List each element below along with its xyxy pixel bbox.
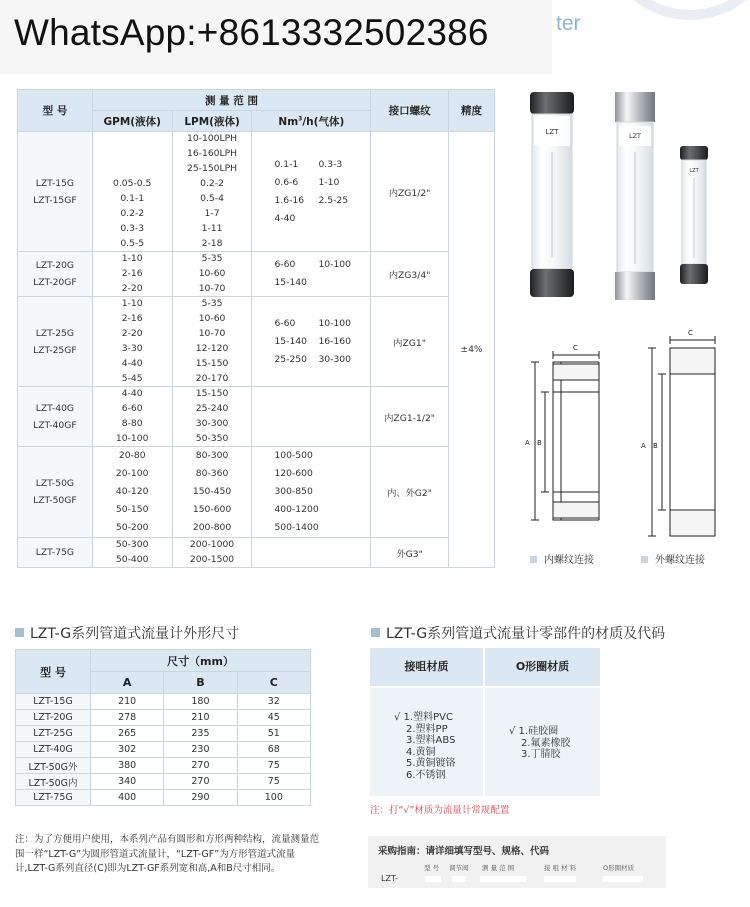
dimension-model-cell: LZT-50G外 [16,758,91,774]
model-name: LZT-75G [35,547,75,558]
dimension-value-cell: 32 [237,694,310,710]
gpm-cell: 0.3-3 [92,222,172,237]
dimension-model-cell: LZT-15G [16,694,91,710]
gas-range-line [274,192,370,210]
dimension-row [16,694,311,710]
oring-material-item: 2.氟素橡胶 [521,737,571,749]
lpm-cell: 10-60 [172,312,252,327]
dimension-table [15,649,311,806]
watermark-text: WhatsApp:+8613332502386 [14,12,489,53]
gpm-cell: 2-20 [92,327,172,342]
guide-field-joint [544,876,576,882]
gpm-cell: 2-20 [92,282,172,297]
gpm-cell: 3-30 [92,342,172,357]
lpm-cell: 80-300 [172,447,252,465]
gas-range-line [274,519,370,537]
product-label-1: LZT [545,128,559,136]
lpm-cell: 15-150 [172,387,252,402]
guide-col-oring: O形圈材质 [603,864,635,872]
model-name: LZT-50G [35,478,75,489]
gpm-cell [92,147,172,162]
drawing1-label-a: A [525,439,530,447]
gas-range-value: 10-100 [318,259,351,270]
model-cell [18,538,93,568]
caption-outer-thread: 外螺纹连接 [641,551,705,566]
gpm-cell [92,162,172,177]
drawing2-label-a: A [641,442,646,450]
range-row [18,132,495,147]
thread-cell: 外G3" [371,538,449,568]
gas-range-value: 400-1200 [274,504,319,515]
gas-range-cell [252,538,371,568]
gpm-cell: 5-45 [92,372,172,387]
thread-cell: 内ZG3/4" [371,252,449,297]
gpm-cell: 2-16 [92,312,172,327]
dimension-value-cell: 270 [164,758,237,774]
drawing2-label-b: B [653,442,658,450]
dimension-value-cell: 270 [164,774,237,790]
lpm-cell: 10-100LPH [172,132,252,147]
gas-range-value: 6-60 [274,317,296,329]
gas-range-line [274,315,370,333]
gas-range-value: 1-10 [318,176,340,188]
accuracy-cell: ±4% [449,132,495,568]
material-table [370,648,600,796]
dim-header-size: 尺寸（mm） [91,650,311,672]
gas-range-value: 0.1-1 [274,158,299,170]
dimension-model-cell: LZT-25G [16,726,91,742]
guide-col-valve: 调节阀 [449,864,469,872]
model-name: LZT-25G [35,327,75,339]
guide-col-range: 测 量 范 围 [482,864,515,872]
dimension-value-cell: 180 [164,694,237,710]
gas-range-cell [252,252,371,297]
gpm-cell: 50-200 [92,519,172,537]
lpm-cell: 20-170 [172,372,252,387]
oring-material-item: √ 1.硅胶圈 [509,726,559,737]
material-header-oring: O形圈材质 [485,648,600,686]
thread-cell: 内ZG1" [371,297,449,387]
gpm-cell: 0.1-1 [92,192,172,207]
dimension-value-cell: 235 [164,726,237,742]
footnote: 注：为了方便用户使用，本系列产品有圆形和方形两种结构，流量测量范围一样“LZT-G”为圆形管道式流量计，“LZT-GF”为方形管道式流量计,LZT-G系列直径(C)即为LZT-GF系列宽和高,A和B尺寸相同。 [15,834,320,874]
joint-material-item: 3.塑料ABS [406,735,456,746]
range-row [18,252,495,267]
lpm-cell: 0.5-4 [172,192,252,207]
guide-col-joint: 接 咀 材 料 [544,864,577,872]
gas-range-line [274,333,370,351]
dim-header-b: B [164,672,237,694]
drawing2-label-c: C [688,330,693,337]
purchase-guide-title: 采购指南：请详细填写型号、规格、代码 [378,846,550,857]
gas-range-value: 6-60 [274,259,296,270]
product-label-3: LZT [689,168,699,174]
material-joint-list [370,688,483,796]
lpm-cell: 10-70 [172,327,252,342]
dimension-row [16,774,311,790]
model-cell [18,297,93,387]
dimension-model-cell: LZT-40G [16,742,91,758]
dimension-model-cell: LZT-20G [16,710,91,726]
lpm-cell: 5-35 [172,297,252,312]
gas-range-value: 500-1400 [274,522,319,533]
range-row [18,387,495,402]
material-section-title: LZT-G系列管道式流量计零部件的材质及代码 [371,623,665,643]
product-label-2: LZT [628,132,642,140]
dimension-value-cell: 302 [91,742,164,758]
gas-range-value: 0.6-6 [274,176,299,188]
guide-col-model: 型 号 [424,864,440,872]
gas-range-line [274,447,370,465]
flowmeter-photo-small [680,146,708,284]
col-header-model: 型 号 [18,90,93,132]
dimension-section-title: LZT-G系列管道式流量计外形尺寸 [15,623,239,643]
dimension-value-cell: 290 [164,790,237,806]
gpm-cell: 50-400 [92,553,172,568]
gas-range-value: 100-500 [274,450,313,461]
dimension-value-cell: 340 [91,774,164,790]
header-decoration [610,0,750,20]
lpm-cell: 80-360 [172,465,252,483]
gas-range-line [274,156,370,174]
gpm-cell: 0.5-5 [92,237,172,252]
gas-range-line [274,465,370,483]
dim-header-model: 型 号 [16,650,91,694]
lpm-cell: 50-350 [172,432,252,447]
flowmeter-photo-plastic [530,92,574,297]
dimension-value-cell: 265 [91,726,164,742]
drawing1-label-c: C [573,344,578,352]
gpm-cell: 2-16 [92,267,172,282]
dimension-row [16,742,311,758]
gpm-cell: 10-100 [92,432,172,447]
thread-cell: 内ZG1-1/2" [371,387,449,447]
thread-cell: 内、外G2" [371,447,449,538]
gas-range-cell [252,387,371,447]
gas-range-value: 1.6-16 [274,194,305,206]
joint-material-item: √ 1.塑料PVC [394,712,453,723]
lpm-cell: 25-150LPH [172,162,252,177]
dim-header-a: A [91,672,164,694]
dimension-value-cell: 68 [237,742,310,758]
gpm-cell: 50-150 [92,501,172,519]
lpm-cell: 15-150 [172,357,252,372]
caption-inner-thread: 内螺纹连接 [530,551,594,566]
range-row [18,447,495,465]
material-oring-list [485,688,600,796]
dimension-value-cell: 230 [164,742,237,758]
gpm-cell: 8-80 [92,417,172,432]
gas-range-line [274,351,370,369]
dimension-value-cell: 380 [91,758,164,774]
gas-range-value: 4-40 [274,212,296,224]
header-title-fragment: ter [556,12,581,35]
model-name: LZT-15G [35,177,75,189]
gpm-cell: 0.05-0.5 [92,177,172,192]
drawing1-label-b: B [537,439,542,447]
lpm-cell: 200-1500 [172,553,252,568]
gpm-cell: 4-40 [92,387,172,402]
lpm-cell: 0.2-2 [172,177,252,192]
model-name-f: LZT-40GF [33,419,77,431]
dimension-row [16,726,311,742]
lpm-cell: 25-240 [172,402,252,417]
range-row [18,538,495,553]
gas-range-line [274,210,370,228]
dimension-row [16,790,311,806]
dimension-value-cell: 210 [91,694,164,710]
lpm-cell: 16-160LPH [172,147,252,162]
dimension-model-cell: LZT-75G [16,790,91,806]
drawing-outer-thread [641,330,715,536]
gas-range-value: 120-600 [274,468,313,479]
gas-range-line [274,483,370,501]
guide-field-oring [603,876,643,882]
model-cell [18,387,93,447]
dimension-value-cell: 100 [237,790,310,806]
col-header-gpm: GPM(液体) [92,111,172,132]
lpm-cell: 5-35 [172,252,252,267]
dimension-drawings [515,330,740,545]
gas-range-value: 2.5-25 [318,194,349,206]
lpm-cell: 150-600 [172,501,252,519]
gpm-cell: 50-300 [92,538,172,553]
dimension-row [16,758,311,774]
thread-cell: 内ZG1/2" [371,132,449,252]
lpm-cell: 200-1000 [172,538,252,553]
gas-range-value: 300-850 [274,486,313,497]
range-row [18,297,495,312]
model-cell [18,447,93,538]
dimension-row [16,710,311,726]
gpm-cell: 4-40 [92,357,172,372]
joint-material-item: 6.不锈钢 [406,769,446,781]
product-photos [520,82,742,322]
col-header-accuracy: 精度 [449,90,495,132]
gpm-cell [92,132,172,147]
gpm-cell: 0.2-2 [92,207,172,222]
gpm-cell: 40-120 [92,483,172,501]
oring-material-item: 3.丁腈胶 [521,749,561,760]
model-name: LZT-20G [35,260,75,271]
gas-range-value: 30-300 [318,353,351,365]
model-name-f: LZT-25GF [33,344,77,356]
material-note: 注：打“√”材质为流量计常规配置 [370,805,510,816]
lpm-cell: 1-11 [172,222,252,237]
drawing1-threads [553,364,599,518]
gas-range-line [274,256,370,274]
guide-field-range [480,876,526,882]
col-header-thread: 接口螺纹 [371,90,449,132]
gas-range-value: 10-100 [318,317,351,329]
gpm-cell: 1-10 [92,297,172,312]
gas-range-line [274,501,370,519]
gas-range-value: 16-160 [318,335,351,347]
gpm-cell: 1-10 [92,252,172,267]
gas-range-value: 15-140 [274,335,307,347]
col-header-range: 测 量 范 围 [92,90,370,111]
guide-field-valve [452,876,466,882]
guide-prefix: LZT- [381,874,398,883]
gpm-cell: 20-80 [92,447,172,465]
guide-field-model [425,876,441,882]
dimension-model-cell: LZT-50G内 [16,774,91,790]
dimension-value-cell: 45 [237,710,310,726]
flowmeter-photo-steel [615,92,655,300]
lpm-cell: 10-70 [172,282,252,297]
col-header-lpm: LPM(液体) [172,111,252,132]
gas-range-line [274,174,370,192]
measurement-range-table [17,89,495,568]
lpm-cell: 2-18 [172,237,252,252]
dimension-value-cell: 210 [164,710,237,726]
lpm-cell: 30-300 [172,417,252,432]
model-name-f: LZT-15GF [33,194,77,206]
lpm-cell: 150-450 [172,483,252,501]
model-name-f: LZT-50GF [33,495,77,506]
gas-range-cell [252,447,371,538]
joint-material-item: 5.黄铜镀铬 [406,758,456,769]
model-name-f: LZT-20GF [33,277,77,288]
lpm-cell: 200-800 [172,519,252,537]
dimension-value-cell: 278 [91,710,164,726]
purchase-guide [368,836,666,888]
model-name: LZT-40G [35,402,75,414]
model-cell [18,132,93,252]
dimension-value-cell: 75 [237,774,310,790]
gpm-cell: 6-60 [92,402,172,417]
dimension-value-cell: 400 [91,790,164,806]
dim-header-c: C [237,672,310,694]
lpm-cell: 1-7 [172,207,252,222]
gpm-cell: 20-100 [92,465,172,483]
gas-range-cell [252,297,371,387]
gas-range-value: 25-250 [274,353,307,365]
lpm-cell: 10-60 [172,267,252,282]
dimension-value-cell: 75 [237,758,310,774]
model-cell [18,252,93,297]
gas-range-value: 0.3-3 [318,158,343,170]
joint-material-item: 2.塑料PP [406,723,448,735]
gas-range-line [274,274,370,292]
lpm-cell: 12-120 [172,342,252,357]
gas-range-value: 15-140 [274,277,307,288]
gas-range-cell [252,132,371,252]
joint-material-item: 4.黄铜 [406,746,436,758]
dimension-value-cell: 51 [237,726,310,742]
material-header-joint: 接咀材质 [370,648,483,686]
col-header-gas: Nm$^3$/h(气体) [252,111,371,132]
